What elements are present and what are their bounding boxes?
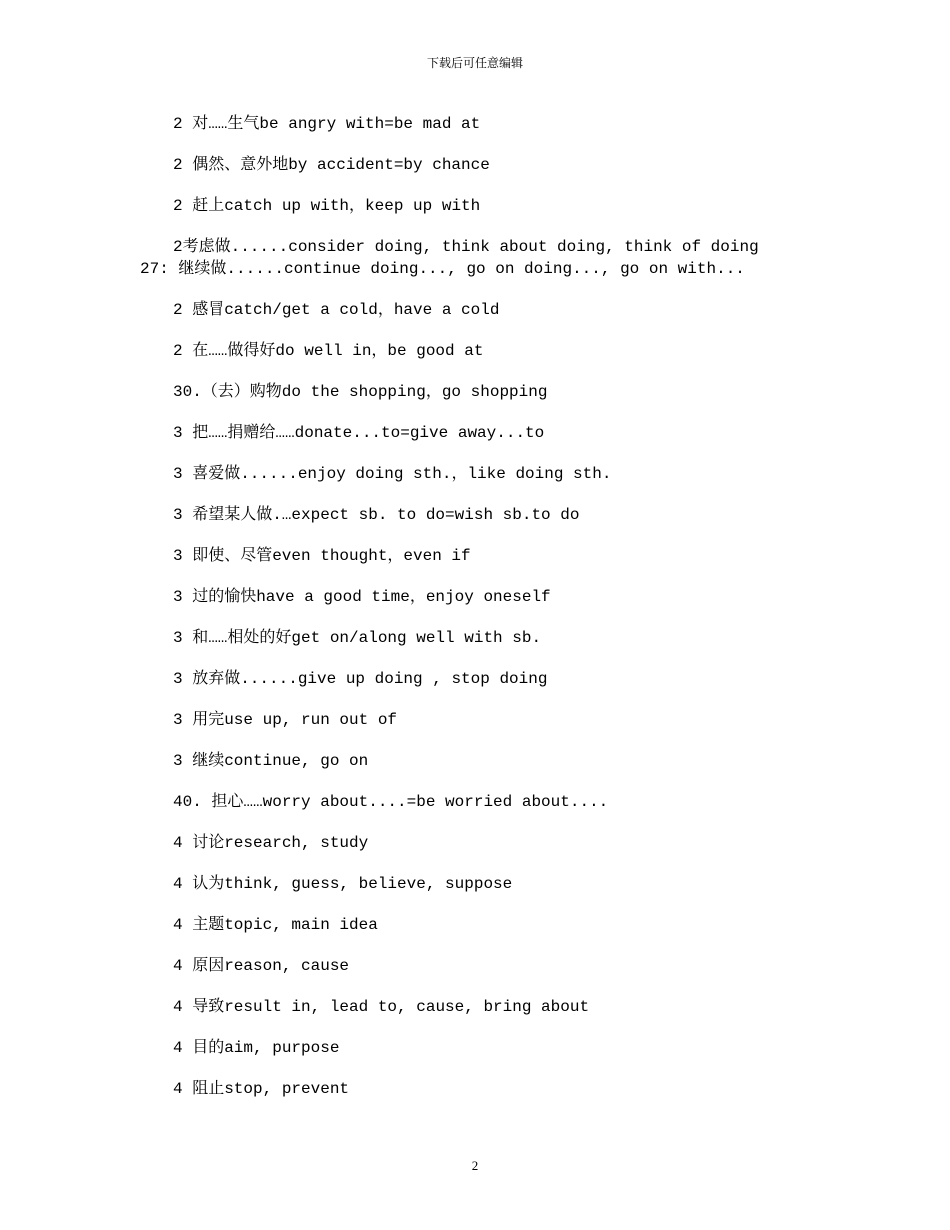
phrase-line: 2考虑做......consider doing, think about doing, think of doing — [173, 238, 759, 256]
phrase-line: 40. 担心……worry about....=be worried about.... — [173, 793, 609, 811]
phrase-line: 3 把……捐赠给……donate...to=give away...to — [173, 424, 545, 442]
phrase-line: 27: 继续做......continue doing..., go on doing..., go on with... — [140, 260, 745, 278]
phrase-line: 3 继续continue, go on — [173, 752, 369, 770]
phrase-line: 4 讨论research, study — [173, 834, 369, 852]
phrase-line: 4 原因reason, cause — [173, 957, 350, 975]
phrase-line: 4 主题topic, main idea — [173, 916, 378, 934]
page-header: 下载后可任意编辑 — [426, 56, 523, 70]
phrase-line: 3 放弃做......give up doing , stop doing — [173, 670, 548, 688]
phrase-line: 3 过的愉快have a good time，enjoy oneself — [173, 588, 551, 606]
phrase-line: 2 感冒catch/get a cold，have a cold — [173, 301, 500, 319]
phrase-line: 4 导致result in, lead to, cause, bring about — [173, 998, 590, 1016]
phrase-line: 2 偶然、意外地by accident=by chance — [173, 156, 490, 174]
phrase-line: 3 喜爱做......enjoy doing sth.，like doing sth. — [173, 465, 612, 483]
phrase-line: 2 对……生气be angry with=be mad at — [173, 115, 481, 133]
phrase-line: 4 认为think, guess, believe, suppose — [173, 875, 513, 893]
phrase-line: 30.（去）购物do the shopping，go shopping — [173, 383, 548, 401]
phrase-line: 3 和……相处的好get on/along well with sb. — [173, 629, 542, 647]
phrase-line: 3 希望某人做.…expect sb. to do=wish sb.to do — [173, 506, 580, 524]
phrase-line: 2 在……做得好do well in，be good at — [173, 342, 484, 360]
phrase-line: 4 阻止stop, prevent — [173, 1080, 350, 1098]
phrase-line: 4 目的aim, purpose — [173, 1039, 340, 1057]
page-number: 2 — [471, 1158, 479, 1173]
phrase-line: 3 用完use up, run out of — [173, 711, 398, 729]
phrase-line: 2 赶上catch up with，keep up with — [173, 197, 481, 215]
phrase-line: 3 即使、尽管even thought，even if — [173, 547, 471, 565]
